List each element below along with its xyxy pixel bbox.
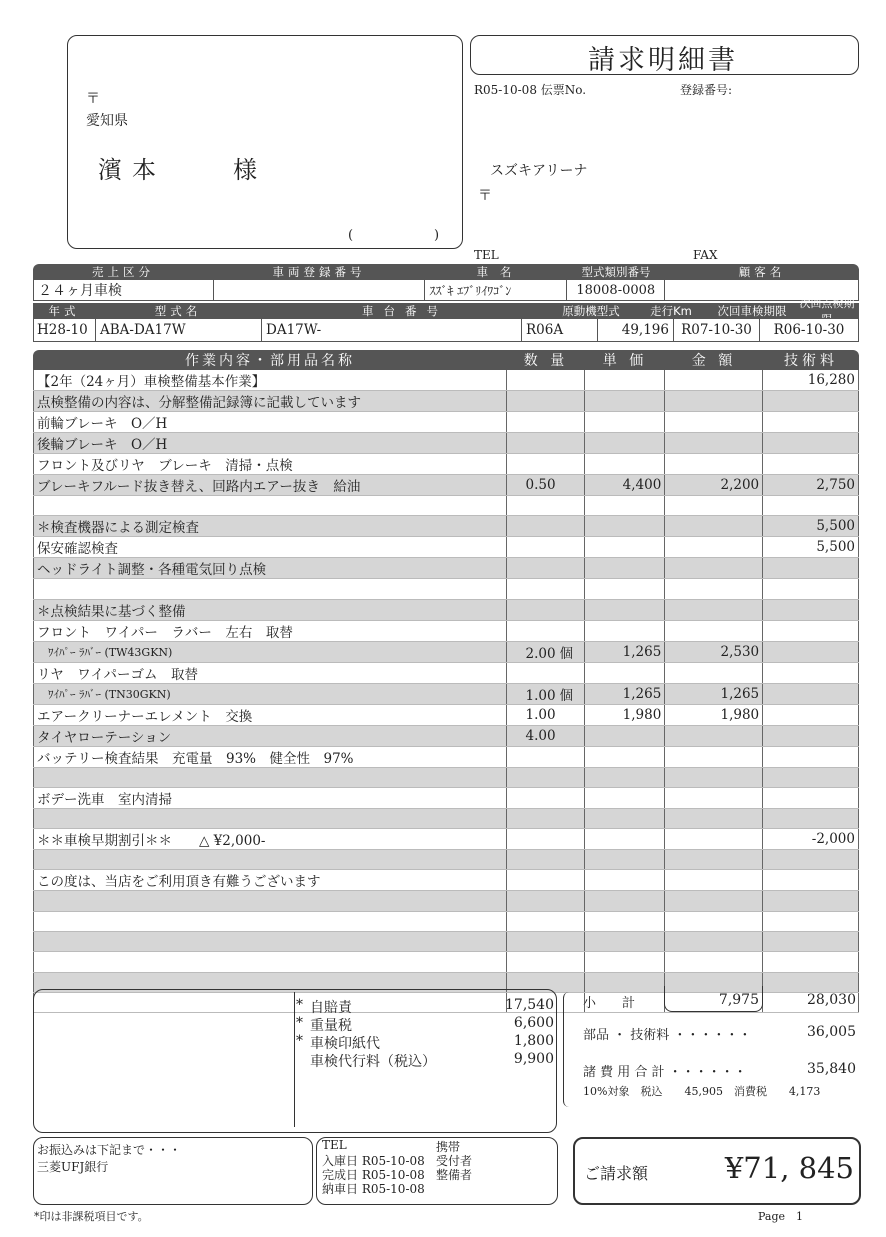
label-mileage: 走行Km xyxy=(650,303,692,318)
customer-honorific: 様 xyxy=(233,156,257,184)
item-amount xyxy=(665,725,763,746)
dealer-postal: 〒 xyxy=(478,188,492,204)
vehicle-reg-no xyxy=(213,280,425,301)
item-labor xyxy=(763,725,859,746)
item-desc: ﾜｲﾊﾟｰ ﾗﾊﾞｰ (TW43GKN) xyxy=(34,641,507,662)
header-unit-price: 単 価 xyxy=(602,353,648,369)
item-amount xyxy=(665,620,763,641)
item-labor xyxy=(763,496,859,516)
item-qty xyxy=(507,850,585,870)
table-row xyxy=(34,725,859,746)
label-vehicle-reg-no: 車両登録番号 xyxy=(272,264,366,279)
item-labor xyxy=(763,787,859,808)
item-labor: 5,500 xyxy=(763,516,859,537)
item-qty xyxy=(507,767,585,787)
item-amount xyxy=(665,433,763,454)
parts-labor-label: 部品 ・ 技術料 ・・・・・・ xyxy=(583,1028,752,1043)
fee-label: 車検代行料（税込） xyxy=(310,1054,436,1070)
item-qty xyxy=(507,683,585,704)
item-price xyxy=(585,891,665,911)
fee-label: 車検印紙代 xyxy=(310,1036,380,1052)
item-price: 1,265 xyxy=(585,683,665,704)
item-price xyxy=(585,746,665,767)
item-labor xyxy=(763,891,859,911)
item-price xyxy=(585,725,665,746)
item-amount xyxy=(665,911,763,931)
delivery-date: 納車日 R05-10-08 xyxy=(322,1182,425,1196)
item-qty xyxy=(507,932,585,952)
table-row xyxy=(34,952,859,972)
item-labor xyxy=(763,870,859,891)
table-row xyxy=(34,662,859,683)
item-qty xyxy=(507,725,585,746)
subtotal-parts: 7,975 xyxy=(718,992,759,1008)
table-row xyxy=(34,808,859,828)
item-labor xyxy=(763,746,859,767)
item-amount xyxy=(665,496,763,516)
item-qty xyxy=(507,911,585,931)
item-desc: 前輪ブレーキ O／H xyxy=(34,412,507,433)
item-labor xyxy=(763,433,859,454)
receptionist-label: 受付者 xyxy=(436,1154,473,1168)
customer-postal: 〒 xyxy=(86,91,100,107)
item-price xyxy=(585,932,665,952)
item-qty-value: 1.00 xyxy=(525,687,556,704)
item-desc: ＊＊車検早期割引＊＊ △ ¥2,000- xyxy=(34,829,507,850)
item-qty xyxy=(507,558,585,579)
vehicle-row-1 xyxy=(33,279,859,301)
item-price xyxy=(585,579,665,599)
item-unit: 個 xyxy=(559,687,574,704)
item-desc: ボデー洗車 室内清掃 xyxy=(34,787,507,808)
mechanic-label: 整備者 xyxy=(436,1168,473,1182)
item-labor: -2,000 xyxy=(763,829,859,850)
item-labor xyxy=(763,558,859,579)
item-labor xyxy=(763,850,859,870)
table-row xyxy=(34,641,859,662)
table-row xyxy=(34,683,859,704)
item-desc: ブレーキフルード抜き替え、回路内エアー抜き 給油 xyxy=(34,475,507,496)
items-header xyxy=(33,350,859,370)
customer-name: 濱本 xyxy=(98,156,166,184)
sales-category: ２４ヶ月車検 xyxy=(34,280,214,301)
item-labor xyxy=(763,412,859,433)
item-labor: 16,280 xyxy=(763,370,859,391)
table-row xyxy=(34,829,859,850)
item-labor xyxy=(763,662,859,683)
item-amount xyxy=(665,891,763,911)
item-desc xyxy=(34,808,507,828)
parts-labor-value: 36,005 xyxy=(807,1024,856,1040)
item-price xyxy=(585,516,665,537)
item-amount: 1,980 xyxy=(665,704,763,725)
item-desc: ヘッドライト調整・各種電気回り点検 xyxy=(34,558,507,579)
item-qty xyxy=(507,391,585,412)
item-price xyxy=(585,972,665,992)
done-date: 完成日 R05-10-08 xyxy=(322,1168,425,1182)
table-row xyxy=(34,579,859,599)
invoice-amount: ¥71, 845 xyxy=(724,1151,854,1185)
item-labor xyxy=(763,972,859,992)
label-next-inspection: 次回車検期限 xyxy=(717,303,787,318)
next-check: R06-10-30 xyxy=(760,319,859,342)
page-title: 請求明細書 xyxy=(588,45,738,76)
item-labor xyxy=(763,683,859,704)
item-price xyxy=(585,662,665,683)
item-qty xyxy=(507,808,585,828)
item-amount xyxy=(665,662,763,683)
table-row xyxy=(34,767,859,787)
item-price xyxy=(585,952,665,972)
item-labor xyxy=(763,704,859,725)
fee-row xyxy=(296,1033,554,1051)
tel-label: TEL xyxy=(474,248,499,262)
fee-row xyxy=(296,997,554,1015)
page-number: Page 1 xyxy=(758,1210,804,1223)
label-customer-name: 顧客名 xyxy=(738,264,786,279)
item-price xyxy=(585,454,665,475)
fee-label: 自賠責 xyxy=(310,1000,352,1016)
item-labor xyxy=(763,767,859,787)
next-inspection: R07-10-30 xyxy=(674,319,760,342)
item-qty xyxy=(507,516,585,537)
model: ABA-DA17W xyxy=(96,319,262,342)
item-amount xyxy=(665,932,763,952)
item-qty xyxy=(507,746,585,767)
year: H28-10 xyxy=(34,319,96,342)
item-labor: 2,750 xyxy=(763,475,859,496)
item-price xyxy=(585,911,665,931)
customer-paren-open: ( xyxy=(348,228,354,243)
table-row xyxy=(34,870,859,891)
item-price xyxy=(585,412,665,433)
item-qty-value: 0.50 xyxy=(525,477,556,493)
tax-line: 10%対象 税込 45,905 消費税 4,173 xyxy=(583,1085,821,1098)
totals-bracket xyxy=(563,992,571,1107)
item-price xyxy=(585,808,665,828)
item-labor: 5,500 xyxy=(763,537,859,558)
engine-model: R06A xyxy=(522,319,598,342)
table-row xyxy=(34,391,859,412)
fee-row xyxy=(296,1051,554,1069)
item-labor xyxy=(763,620,859,641)
mobile-label: 携帯 xyxy=(436,1140,461,1154)
item-qty xyxy=(507,579,585,599)
item-desc: ﾜｲﾊﾟｰ ﾗﾊﾞｰ (TN30GKN) xyxy=(34,683,507,704)
item-price xyxy=(585,620,665,641)
table-row xyxy=(34,412,859,433)
dealer-name: スズキアリーナ xyxy=(490,163,588,179)
vehicle-name: ｽｽﾞｷ ｴﾌﾞﾘｲﾜｺﾞﾝ xyxy=(425,280,567,301)
item-amount xyxy=(665,391,763,412)
table-row xyxy=(34,433,859,454)
header-labor: 技術料 xyxy=(784,353,838,369)
table-row xyxy=(34,911,859,931)
item-qty-value: 4.00 xyxy=(525,727,556,744)
item-amount xyxy=(665,829,763,850)
fee-nontax-mark: * xyxy=(296,1015,303,1031)
item-desc: この度は、当店をご利用頂き有難うございます xyxy=(34,870,507,891)
item-amount xyxy=(665,558,763,579)
item-desc: フロント ワイパー ラバー 左右 取替 xyxy=(34,620,507,641)
item-labor xyxy=(763,952,859,972)
item-unit: 個 xyxy=(559,645,574,662)
item-amount xyxy=(665,537,763,558)
table-row xyxy=(34,558,859,579)
chassis-no: DA17W- xyxy=(262,319,522,342)
item-desc: リヤ ワイパーゴム 取替 xyxy=(34,662,507,683)
invoice-label: ご請求額 xyxy=(584,1164,649,1183)
item-price xyxy=(585,496,665,516)
item-price xyxy=(585,391,665,412)
item-labor xyxy=(763,641,859,662)
fax-label: FAX xyxy=(693,248,718,262)
item-desc: 後輪ブレーキ O／H xyxy=(34,433,507,454)
customer-prefecture: 愛知県 xyxy=(86,113,128,129)
label-model: 型式名 xyxy=(154,303,202,318)
item-qty-value: 2.00 xyxy=(525,645,556,662)
table-row xyxy=(34,620,859,641)
header-qty: 数 量 xyxy=(523,353,569,369)
label-vehicle-name: 車 名 xyxy=(476,264,516,279)
item-qty xyxy=(507,641,585,662)
item-desc xyxy=(34,496,507,516)
item-desc: ＊検査機器による測定検査 xyxy=(34,516,507,537)
item-price xyxy=(585,558,665,579)
item-qty xyxy=(507,433,585,454)
item-price xyxy=(585,870,665,891)
item-price xyxy=(585,767,665,787)
item-amount xyxy=(665,746,763,767)
item-qty-value: 1.00 xyxy=(525,706,556,723)
label-sales-category: 売上区分 xyxy=(92,264,154,279)
mileage: 49,196 xyxy=(598,319,674,342)
header-amount: 金 額 xyxy=(691,353,737,369)
payment-line1: お振込みは下記まで・・・ xyxy=(37,1143,182,1157)
label-year: 年式 xyxy=(48,303,80,318)
item-amount xyxy=(665,412,763,433)
table-row xyxy=(34,850,859,870)
vehicle-band-2 xyxy=(33,296,859,326)
vehicle-band-1 xyxy=(33,264,859,279)
subtotal-label: 小 計 xyxy=(583,996,636,1011)
table-row xyxy=(34,746,859,767)
item-desc: 保安確認検査 xyxy=(34,537,507,558)
item-qty xyxy=(507,370,585,391)
item-price xyxy=(585,599,665,620)
fees-total-label: 諸 費 用 合 計 ・・・・・・ xyxy=(583,1065,747,1080)
item-amount: 1,265 xyxy=(665,683,763,704)
fee-row xyxy=(296,1015,554,1033)
item-price xyxy=(585,537,665,558)
item-desc xyxy=(34,911,507,931)
item-qty xyxy=(507,599,585,620)
item-price: 1,980 xyxy=(585,704,665,725)
header-work: 作業内容・部用品名称 xyxy=(185,353,355,369)
item-desc: 点検整備の内容は、分解整備記録簿に記載しています xyxy=(34,391,507,412)
item-desc: タイヤローテーション xyxy=(34,725,507,746)
subtotal-labor: 28,030 xyxy=(807,992,856,1008)
fee-nontax-mark: * xyxy=(296,997,303,1013)
item-amount: 2,200 xyxy=(665,475,763,496)
item-amount xyxy=(665,787,763,808)
item-desc: フロント及びリヤ ブレーキ 清掃・点検 xyxy=(34,454,507,475)
item-desc: ＊点検結果に基づく整備 xyxy=(34,599,507,620)
item-price: 1,265 xyxy=(585,641,665,662)
item-qty xyxy=(507,952,585,972)
item-desc xyxy=(34,891,507,911)
date-slip: R05-10-08 伝票No. xyxy=(474,83,587,97)
label-model-class-no: 型式類別番号 xyxy=(581,264,651,279)
item-qty xyxy=(507,891,585,911)
item-amount xyxy=(665,952,763,972)
item-price xyxy=(585,829,665,850)
item-qty xyxy=(507,537,585,558)
table-row xyxy=(34,370,859,391)
item-desc xyxy=(34,952,507,972)
fee-value: 17,540 xyxy=(505,997,554,1013)
item-desc: 【2年（24ヶ月）車検整備基本作業】 xyxy=(34,370,507,391)
item-price xyxy=(585,433,665,454)
item-labor xyxy=(763,599,859,620)
fee-value: 6,600 xyxy=(513,1015,554,1031)
model-class-no: 18008-0008 xyxy=(567,280,665,301)
item-amount xyxy=(665,870,763,891)
item-desc xyxy=(34,932,507,952)
item-amount xyxy=(665,850,763,870)
item-amount xyxy=(665,370,763,391)
item-qty xyxy=(507,475,585,496)
item-labor xyxy=(763,579,859,599)
in-date: 入庫日 R05-10-08 xyxy=(322,1154,425,1168)
table-row xyxy=(34,475,859,496)
item-desc xyxy=(34,767,507,787)
item-amount: 2,530 xyxy=(665,641,763,662)
item-qty xyxy=(507,412,585,433)
customer-box xyxy=(67,35,463,249)
label-next-check: 次回点検期限 xyxy=(799,296,855,326)
item-price xyxy=(585,370,665,391)
tel-small: TEL xyxy=(322,1138,347,1152)
item-qty xyxy=(507,620,585,641)
fee-value: 1,800 xyxy=(513,1033,554,1049)
fees-divider xyxy=(294,992,295,1127)
item-amount xyxy=(665,579,763,599)
fees-total-value: 35,840 xyxy=(807,1061,856,1077)
item-desc xyxy=(34,850,507,870)
item-desc: エアークリーナーエレメント 交換 xyxy=(34,704,507,725)
fees-list xyxy=(296,997,554,1069)
items-table xyxy=(33,370,859,1016)
item-qty xyxy=(507,454,585,475)
table-row xyxy=(34,932,859,952)
item-labor xyxy=(763,932,859,952)
fee-nontax-mark: * xyxy=(296,1033,303,1049)
item-desc: バッテリー検査結果 充電量 93% 健全性 97% xyxy=(34,746,507,767)
item-price xyxy=(585,850,665,870)
table-row xyxy=(34,454,859,475)
label-chassis-no: 車台番号 xyxy=(362,303,448,318)
item-amount xyxy=(665,767,763,787)
item-labor xyxy=(763,808,859,828)
table-row xyxy=(34,537,859,558)
table-row xyxy=(34,891,859,911)
item-labor xyxy=(763,454,859,475)
item-amount xyxy=(665,454,763,475)
item-qty xyxy=(507,870,585,891)
fee-label: 重量税 xyxy=(310,1018,352,1034)
item-qty xyxy=(507,496,585,516)
item-qty xyxy=(507,829,585,850)
item-price: 4,400 xyxy=(585,475,665,496)
item-qty xyxy=(507,704,585,725)
payment-line2: 三菱UFJ銀行 xyxy=(37,1160,109,1174)
table-row xyxy=(34,599,859,620)
item-amount xyxy=(665,516,763,537)
table-row xyxy=(34,787,859,808)
vehicle-row-2 xyxy=(33,318,859,342)
item-amount xyxy=(665,808,763,828)
customer-paren-close: ) xyxy=(434,228,440,243)
item-qty xyxy=(507,662,585,683)
item-price xyxy=(585,787,665,808)
table-row xyxy=(34,496,859,516)
item-labor xyxy=(763,911,859,931)
registration-no-label: 登録番号: xyxy=(680,83,733,97)
table-row xyxy=(34,704,859,725)
item-labor xyxy=(763,391,859,412)
item-qty xyxy=(507,787,585,808)
item-amount xyxy=(665,599,763,620)
fee-value: 9,900 xyxy=(513,1051,554,1067)
label-engine-model: 原動機型式 xyxy=(562,303,620,318)
item-desc xyxy=(34,579,507,599)
fee-nontax-mark xyxy=(296,1051,310,1069)
footer-note: *印は非課税項目です。 xyxy=(34,1210,149,1223)
table-row xyxy=(34,516,859,537)
